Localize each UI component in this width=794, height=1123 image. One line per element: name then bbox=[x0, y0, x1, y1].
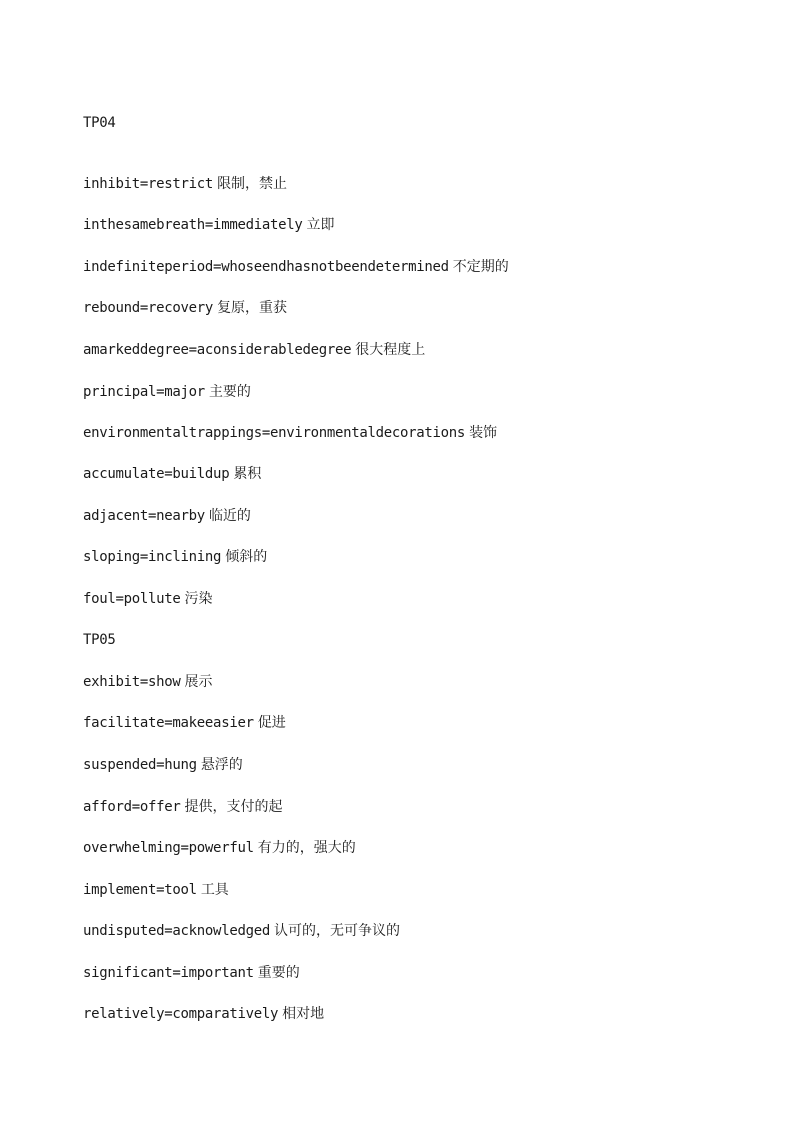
vocab-translation: 临近的 bbox=[208, 508, 251, 524]
vocab-translation: 立即 bbox=[306, 217, 335, 233]
vocab-translation: 认可的，无可争议的 bbox=[273, 923, 400, 939]
vocab-entry bbox=[83, 464, 261, 484]
vocab-translation: 限制，禁止 bbox=[217, 176, 288, 192]
vocab-term: exhibit=show bbox=[83, 674, 181, 690]
vocab-entry bbox=[83, 506, 251, 526]
vocab-entry bbox=[83, 547, 267, 567]
vocab-term: adjacent=nearby bbox=[83, 508, 205, 524]
vocab-entry bbox=[83, 755, 243, 775]
vocab-entry bbox=[83, 797, 283, 817]
vocab-term: suspended=hung bbox=[83, 757, 197, 773]
vocab-term: principal=major bbox=[83, 384, 205, 400]
vocab-term: foul=pollute bbox=[83, 591, 181, 607]
vocab-entry bbox=[83, 963, 300, 983]
vocab-translation: 促进 bbox=[257, 715, 286, 731]
vocab-translation: 累积 bbox=[233, 466, 262, 482]
vocab-entry bbox=[83, 298, 287, 318]
section-title-tp05: TP05 bbox=[83, 632, 116, 648]
vocab-entry bbox=[83, 423, 497, 443]
vocab-translation: 很大程度上 bbox=[355, 342, 426, 358]
vocab-entry bbox=[83, 713, 286, 733]
vocab-term: sloping=inclining bbox=[83, 549, 222, 565]
vocab-entry bbox=[83, 672, 213, 692]
vocab-term: afford=offer bbox=[83, 799, 181, 815]
vocab-entry bbox=[83, 838, 356, 858]
vocab-translation: 倾斜的 bbox=[225, 549, 268, 565]
vocab-translation: 相对地 bbox=[282, 1006, 325, 1022]
vocab-entry bbox=[83, 257, 509, 277]
vocab-term: inhibit=restrict bbox=[83, 176, 214, 192]
vocab-term: significant=important bbox=[83, 965, 254, 981]
vocab-entry bbox=[83, 215, 334, 235]
vocab-entry bbox=[83, 921, 400, 941]
vocab-term: indefiniteperiod=whoseendhasnotbeendetermined bbox=[83, 259, 449, 275]
section-title-tp04: TP04 bbox=[83, 115, 116, 131]
vocab-term: inthesamebreath=immediately bbox=[83, 217, 303, 233]
vocab-translation: 展示 bbox=[184, 674, 213, 690]
vocab-translation: 悬浮的 bbox=[200, 757, 243, 773]
vocab-entry bbox=[83, 174, 287, 194]
vocab-translation: 污染 bbox=[184, 591, 213, 607]
vocab-term: accumulate=buildup bbox=[83, 466, 230, 482]
vocab-term: amarkeddegree=aconsiderabledegree bbox=[83, 342, 352, 358]
vocab-term: undisputed=acknowledged bbox=[83, 923, 270, 939]
vocab-translation: 重要的 bbox=[257, 965, 300, 981]
vocab-translation: 不定期的 bbox=[452, 259, 509, 275]
vocab-term: overwhelming=powerful bbox=[83, 840, 254, 856]
vocab-entry bbox=[83, 340, 425, 360]
vocab-term: implement=tool bbox=[83, 882, 197, 898]
vocab-term: environmentaltrappings=environmentaldecorations bbox=[83, 425, 466, 441]
vocab-entry bbox=[83, 382, 251, 402]
vocab-translation: 装饰 bbox=[469, 425, 498, 441]
vocab-entry bbox=[83, 589, 213, 609]
vocab-term: rebound=recovery bbox=[83, 300, 214, 316]
vocab-term: relatively=comparatively bbox=[83, 1006, 279, 1022]
vocab-entry bbox=[83, 880, 229, 900]
vocab-translation: 提供，支付的起 bbox=[184, 799, 283, 815]
vocab-translation: 工具 bbox=[200, 882, 229, 898]
vocab-translation: 有力的，强大的 bbox=[257, 840, 356, 856]
vocab-term: facilitate=makeeasier bbox=[83, 715, 254, 731]
vocab-translation: 复原，重获 bbox=[217, 300, 288, 316]
vocab-translation: 主要的 bbox=[208, 384, 251, 400]
vocab-entry bbox=[83, 1004, 324, 1024]
